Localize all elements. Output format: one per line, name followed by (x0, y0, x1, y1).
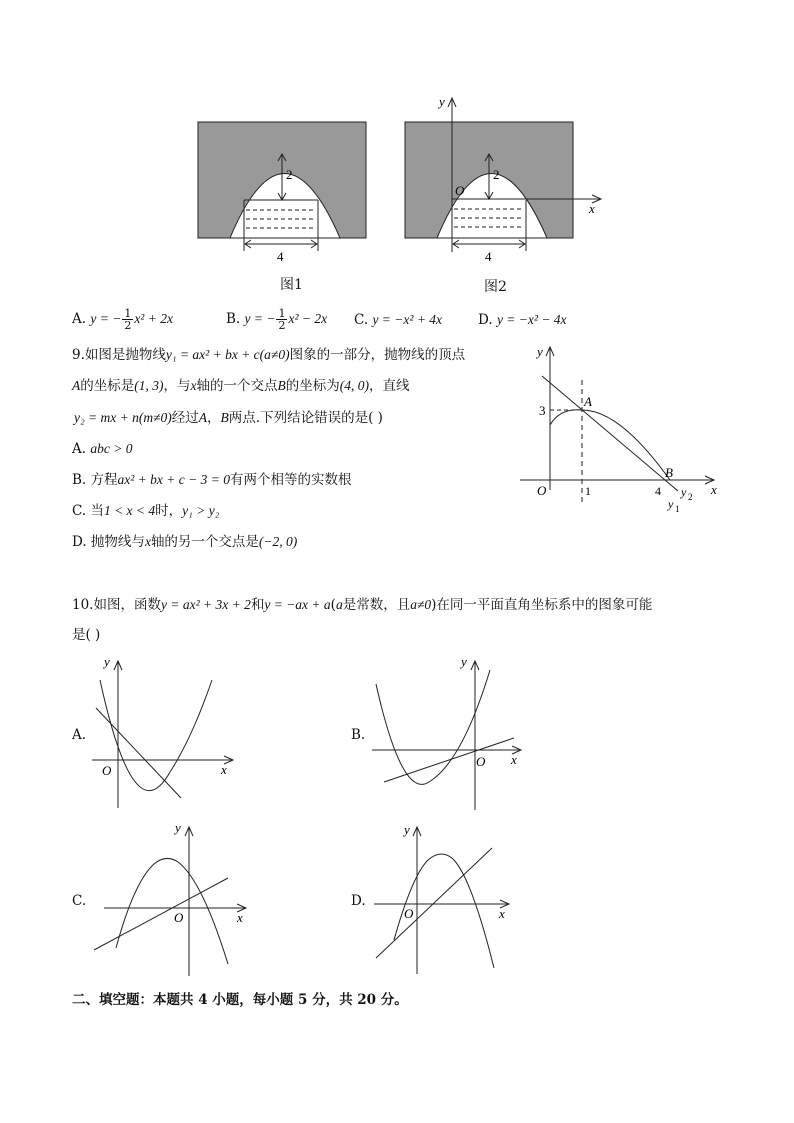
svg-text:B: B (665, 465, 673, 480)
svg-text:y: y (461, 654, 467, 669)
svg-text:y: y (175, 820, 181, 835)
svg-text:x: x (237, 910, 243, 925)
q9-graph (515, 340, 730, 520)
svg-text:3: 3 (539, 403, 546, 418)
svg-text:y: y (681, 485, 687, 499)
q9-option-b[interactable]: B. 方程ax² + bx + c − 3 = 0有两个相等的实数根 (72, 472, 352, 488)
q8-option-a[interactable]: A. y = − $\frac{1}{2}$ x² + 2x (72, 307, 173, 332)
q10-graph-b[interactable] (368, 650, 528, 810)
fig1-caption: 图1 (280, 277, 303, 293)
svg-text:A: A (584, 394, 592, 409)
svg-text:y: y (537, 344, 543, 359)
q9-option-a[interactable]: A. abc > 0 (72, 441, 133, 457)
q10-graph-c[interactable] (88, 818, 253, 978)
svg-text:x: x (221, 762, 227, 777)
fig2-y-label: y (439, 94, 445, 109)
fig1-width-label: 4 (277, 249, 284, 264)
svg-text:1: 1 (675, 504, 680, 514)
q9-line-1: 9.如图是抛物线y₁ = ax² + bx + c(a≠0)图象的一部分，抛物线的顶点 (72, 347, 466, 363)
svg-text:O: O (476, 754, 486, 769)
q10-option-a-label[interactable]: A. (72, 727, 87, 743)
q9-line-2: A的坐标是(1, 3)，与x轴的一个交点B的坐标为(4, 0)，直线 (72, 378, 410, 394)
svg-text:y: y (668, 497, 674, 511)
q10-option-d-label[interactable]: D. (351, 893, 366, 909)
figure-1-tunnel (190, 115, 380, 265)
q8-option-b[interactable]: B. y = − $\frac{1}{2}$ x² − 2x (226, 307, 328, 332)
fig2-x-label: x (589, 201, 595, 216)
q8-option-d[interactable]: D. y = −x² − 4x (478, 312, 567, 328)
svg-text:x: x (499, 906, 505, 921)
svg-text:y: y (104, 654, 110, 669)
svg-text:4: 4 (655, 484, 661, 498)
svg-text:O: O (174, 910, 184, 925)
q9-option-c[interactable]: C. 当1 < x < 4时，y₁ > y₂ (72, 503, 220, 519)
figure-2-tunnel-axes (395, 92, 615, 267)
fig2-height-label: 2 (493, 167, 500, 182)
q9-option-d[interactable]: D. 抛物线与x轴的另一个交点是(−2, 0) (72, 534, 298, 550)
svg-text:1: 1 (585, 484, 591, 498)
svg-text:2: 2 (688, 492, 693, 502)
svg-text:O: O (404, 906, 414, 921)
q8-option-c[interactable]: C. y = −x² + 4x (354, 312, 443, 328)
q10-line-1: 10.如图，函数y = ax² + 3x + 2和y = −ax + a(a是常数，且a≠0)在同一平面直角坐标系中的图象可能 (72, 597, 653, 613)
svg-text:O: O (102, 763, 112, 778)
svg-text:y: y (404, 822, 410, 837)
q10-option-c-label[interactable]: C. (72, 893, 87, 909)
svg-text:x: x (511, 752, 517, 767)
svg-text:x: x (711, 482, 717, 497)
q10-option-b-label[interactable]: B. (351, 727, 366, 743)
q10-graph-d[interactable] (368, 818, 528, 978)
section-2-heading: 二、填空题：本题共 4 小题，每小题 5 分，共 20 分。 (72, 992, 408, 1008)
q10-graph-a[interactable] (88, 650, 248, 810)
fig2-origin-label: O (455, 183, 465, 198)
fig2-caption: 图2 (484, 279, 507, 295)
fig1-height-label: 2 (286, 167, 293, 182)
q9-line-3: y₂ = mx + n(m≠0)经过A，B两点.下列结论错误的是( ) (74, 410, 383, 426)
fig2-width-label: 4 (485, 249, 492, 264)
svg-text:O: O (537, 483, 547, 498)
q10-line-2: 是( ) (72, 627, 101, 643)
